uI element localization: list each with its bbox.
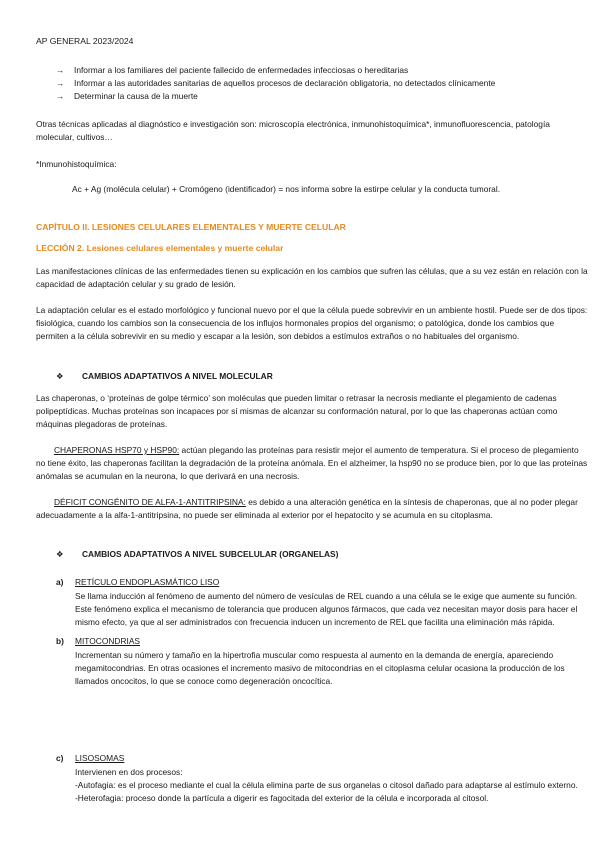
subsection-body: Incrementan su número y tamaño en la hipertrofia muscular como respuesta al aumento en la demanda de energía, apareciendo megamitocondrias. En otras ocasiones el incremento masivo de mitocondrias en el citoplasma celular ocasiona la producción de los llamados oncocitos, lo que se conoce como degeneración oncocítica. (75, 650, 565, 686)
subsection-mitocondrias (56, 636, 588, 716)
hsp-label: CHAPERONAS HSP70 y HSP90: (54, 445, 180, 455)
ihq-label: *Inmunohistoquímica: (36, 159, 117, 169)
subsection-body (75, 766, 587, 805)
diamond-bullet-icon: ❖ (56, 549, 64, 559)
techniques-paragraph: Otras técnicas aplicadas al diagnóstico e investigación son: microscopía electrónica, inmunohistoquímica*, inmunofluorescencia, patología molecular, cultivos… (36, 119, 550, 142)
arrow-list (56, 64, 586, 103)
subsection-letter: b) (56, 636, 64, 646)
alfa-label: DÉFICIT CONGÉNITO DE ALFA-1-ANTITRIPSINA: (54, 497, 246, 507)
subsection-body: Se llama inducción al fenómeno de aumento del número de vesículas de REL cuando a una célula se le exige que aumente su función. Este fenómeno explica el mecanismo de tolerancia que producen algunos fármacos, que cada vez necesitan mayor dosis para hacer el mismo efecto, ya que al ser administrados con frecuencia inducen un incremento de REL que facilita una eliminación más rápida. (75, 591, 578, 627)
list-item (56, 90, 586, 103)
subsection-line: -Heterofagia: proceso donde la partícula a digerir es fagocitada del exterior de la célula e incorporada al citosol. (75, 793, 489, 803)
page-header: AP GENERAL 2023/2024 (36, 36, 134, 46)
subsection-line: -Autofagia: es el proceso mediante el cual la célula elimina parte de sus organelas o citosol dañado para adaptarse al estímulo externo. (75, 780, 578, 790)
section-heading-text: CAMBIOS ADAPTATIVOS A NIVEL SUBCELULAR (ORGANELAS) (82, 549, 339, 559)
arrow-right-icon: → (56, 65, 65, 75)
adaptation-paragraph: La adaptación celular es el estado morfológico y funcional nuevo por el que la célula puede sobrevivir en un ambiente hostil. Puede ser de dos tipos: fisiológica, cuando los cambios son la consecuencia de los influjos hormonales propios del organismo; o patológica, donde los cambios que permiten a la célula sobrevivir en su medio y escapar a la lesión, son debidos a estímulos extraños o no habituales del organismo. (36, 305, 588, 341)
subsection-line: Intervienen en dos procesos: (75, 767, 183, 777)
list-item (56, 77, 586, 90)
lesson-heading: LECCIÓN 2. Lesiones celulares elementales y muerte celular (36, 243, 284, 253)
hsp-paragraph (36, 444, 588, 483)
alfa-paragraph (36, 496, 588, 522)
chaperonas-paragraph: Las chaperonas, o ‘proteínas de golpe térmico’ son moléculas que pueden limitar o retrasar la necrosis mediante el plegamiento de cadenas polipeptídicas. Muchas proteínas son incapaces por sí mismas de alcanzar su conformación natural, por lo que las chaperonas actúan como máquinas plegadoras de proteínas. (36, 393, 558, 429)
subsection-letter: c) (56, 753, 64, 763)
subsection-rel (56, 577, 588, 637)
hsp-text: actúan plegando las proteínas para resistir mejor el aumento de temperatura. Si el proceso de plegamiento no tiene éxito, las chaperonas facilitan la degradación de la proteína anómala. En el alzheimer, la hsp90 no se produce bien, por lo que las proteínas anómalas se acumulan en la neurona, lo que derivará en una necrosis. (36, 445, 588, 481)
section-heading-text: CAMBIOS ADAPTATIVOS A NIVEL MOLECULAR (82, 371, 273, 381)
subsection-title: LISOSOMAS (75, 753, 125, 763)
list-item (56, 64, 586, 77)
section-heading-subcelular (56, 548, 588, 561)
subsection-title: RETÍCULO ENDOPLASMÁTICO LISO (75, 577, 220, 587)
list-item-text: Informar a las autoridades sanitarias de aquellos procesos de declaración obligatoria, no detectados clínicamente (74, 78, 496, 88)
chapter-heading: CAPÍTULO II. LESIONES CELULARES ELEMENTALES Y MUERTE CELULAR (36, 222, 346, 232)
arrow-right-icon: → (56, 78, 65, 88)
manifestations-paragraph: Las manifestaciones clínicas de las enfermedades tienen su explicación en los cambios que sufren las células, que a su vez están en relación con la capacidad de adaptación celular y su grado de lesión. (36, 266, 588, 289)
arrow-right-icon: → (56, 91, 65, 101)
subsection-lisosomas (56, 753, 588, 833)
section-heading-molecular (56, 370, 588, 383)
list-item-text: Determinar la causa de la muerte (74, 91, 198, 101)
diamond-bullet-icon: ❖ (56, 371, 64, 381)
alfa-text: es debido a una alteración genética en la síntesis de chaperonas, que al no poder plegar adecuadamente a la alfa-1-antitripsina, no puede ser eliminada al exterior por el hepatocito y se acumula en su citoplasma. (36, 497, 578, 520)
list-item-text: Informar a los familiares del paciente fallecido de enfermedades infecciosas o hereditarias (74, 65, 409, 75)
subsection-letter: a) (56, 577, 64, 587)
ihq-formula: Ac + Ag (molécula celular) + Cromógeno (identificador) = nos informa sobre la estirpe celular y la conducta tumoral. (72, 184, 501, 194)
subsection-title: MITOCONDRIAS (75, 636, 140, 646)
